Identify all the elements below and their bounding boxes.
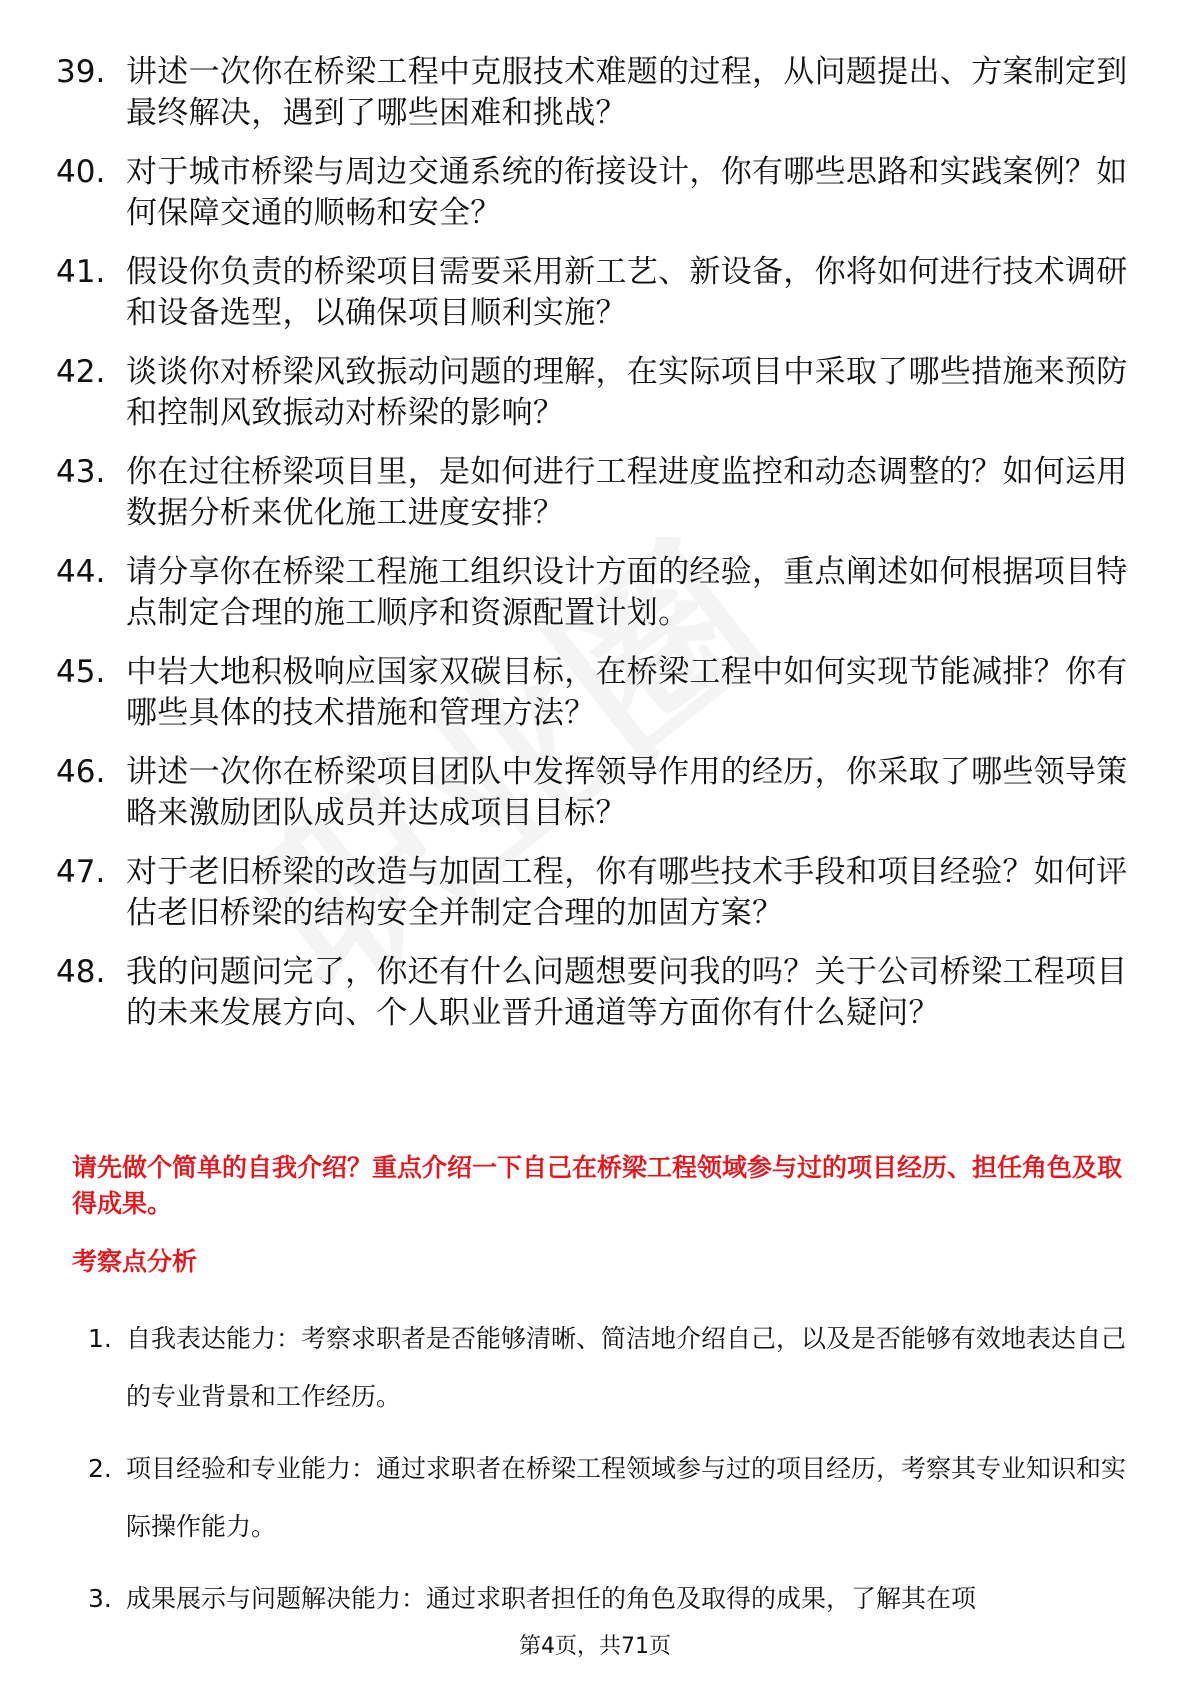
question-text: 请分享你在桥梁工程施工组织设计方面的经验，重点阐述如何根据项目特点制定合理的施工顺序和资源配置计划。 — [126, 554, 1128, 631]
question-text: 讲述一次你在桥梁项目团队中发挥领导作用的经历，你采取了哪些领导策略来激励团队成员并达成项目目标？ — [126, 754, 1128, 831]
question-number: 42. — [56, 354, 106, 390]
question-text: 对于城市桥梁与周边交通系统的衔接设计，你有哪些思路和实践案例？如何保障交通的顺畅和安全？ — [126, 154, 1128, 231]
analysis-list — [80, 1310, 1135, 1642]
question-text: 假设你负责的桥梁项目需要采用新工艺、新设备，你将如何进行技术调研和设备选型，以确保项目顺利实施？ — [126, 254, 1128, 331]
question-list — [56, 52, 1134, 1052]
question-item — [56, 952, 1134, 1034]
question-number: 48. — [56, 954, 106, 990]
page-footer: 第4页，共71页 — [519, 1634, 671, 1659]
question-number: 45. — [56, 654, 106, 690]
question-item — [56, 852, 1134, 934]
question-number: 41. — [56, 254, 106, 290]
question-number: 40. — [56, 154, 106, 190]
question-item — [56, 452, 1134, 534]
question-item — [56, 752, 1134, 834]
analysis-item — [80, 1570, 1135, 1628]
question-text: 讲述一次你在桥梁工程中克服技术难题的过程，从问题提出、方案制定到最终解决，遇到了哪些困难和挑战？ — [126, 54, 1128, 131]
question-text: 对于老旧桥梁的改造与加固工程，你有哪些技术手段和项目经验？如何评估老旧桥梁的结构安全并制定合理的加固方案？ — [126, 854, 1128, 931]
analysis-heading: 考察点分析 — [72, 1247, 198, 1276]
question-item — [56, 152, 1134, 234]
question-number: 43. — [56, 454, 106, 490]
intro-question: 请先做个简单的自我介绍？重点介绍一下自己在桥梁工程领域参与过的项目经历、担任角色及取得成果。 — [72, 1153, 1123, 1218]
analysis-number: 1. — [88, 1324, 112, 1353]
question-number: 46. — [56, 754, 106, 790]
analysis-item — [80, 1310, 1135, 1426]
question-number: 39. — [56, 54, 106, 90]
analysis-text: 成果展示与问题解决能力：通过求职者担任的角色及取得的成果，了解其在项 — [126, 1584, 977, 1613]
question-number: 47. — [56, 854, 106, 890]
question-item — [56, 652, 1134, 734]
analysis-number: 2. — [88, 1454, 112, 1483]
question-text: 谈谈你对桥梁风致振动问题的理解，在实际项目中采取了哪些措施来预防和控制风致振动对桥梁的影响？ — [126, 354, 1128, 431]
analysis-text: 项目经验和专业能力：通过求职者在桥梁工程领域参与过的项目经历，考察其专业知识和实际操作能力。 — [126, 1454, 1127, 1541]
question-item — [56, 252, 1134, 334]
analysis-number: 3. — [88, 1584, 112, 1613]
question-text: 我的问题问完了，你还有什么问题想要问我的吗？关于公司桥梁工程项目的未来发展方向、个人职业晋升通道等方面你有什么疑问？ — [126, 954, 1128, 1031]
question-item — [56, 552, 1134, 634]
question-text: 你在过往桥梁项目里，是如何进行工程进度监控和动态调整的？如何运用数据分析来优化施工进度安排？ — [126, 454, 1128, 531]
question-item — [56, 52, 1134, 134]
question-number: 44. — [56, 554, 106, 590]
analysis-item — [80, 1440, 1135, 1556]
question-text: 中岩大地积极响应国家双碳目标，在桥梁工程中如何实现节能减排？你有哪些具体的技术措施和管理方法？ — [126, 654, 1128, 731]
analysis-text: 自我表达能力：考察求职者是否能够清晰、简洁地介绍自己，以及是否能够有效地表达自己的专业背景和工作经历。 — [126, 1324, 1127, 1411]
question-item — [56, 352, 1134, 434]
